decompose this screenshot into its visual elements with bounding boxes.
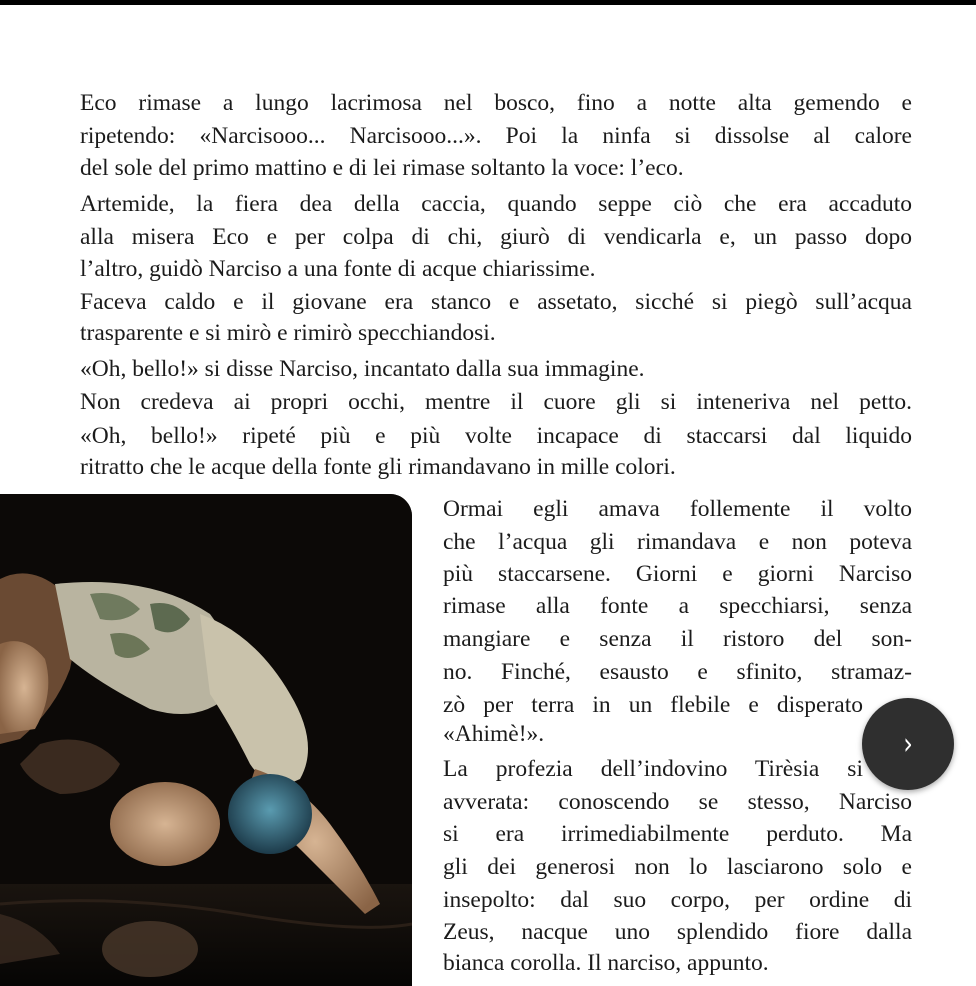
text-line: «Oh, bello!» si disse Narciso, incantato dalla sua immagine. (80, 356, 645, 382)
narcissus-painting (0, 494, 412, 986)
text-line: rimase alla fonte a specchiarsi, senza (443, 593, 912, 619)
text-line: «Ahimè!». (443, 721, 545, 747)
chevron-right-icon: › (903, 726, 913, 762)
text-line: si era irrimediabilmente perduto. Ma (443, 821, 912, 847)
text-line: avverata: conoscendo se stesso, Narciso (443, 789, 912, 815)
next-page-button[interactable] (862, 698, 954, 790)
text-line: mangiare e senza il ristoro del son- (443, 626, 912, 652)
text-line: Non credeva ai propri occhi, mentre il cuore gli si inteneriva nel petto. (80, 389, 912, 415)
text-line: l’altro, guidò Narciso a una fonte di acque chiarissime. (80, 256, 596, 282)
text-line: bianca corolla. Il narciso, appunto. (443, 950, 769, 976)
text-line: che l’acqua gli rimandava e non poteva (443, 529, 912, 555)
text-line: «Oh, bello!» ripeté più e più volte incapace di staccarsi dal liquido (80, 423, 912, 449)
text-line: Zeus, nacque uno splendido fiore dalla (443, 919, 912, 945)
text-line: più staccarsene. Giorni e giorni Narciso (443, 561, 912, 587)
text-line: trasparente e si mirò e rimirò specchiandosi. (80, 320, 496, 346)
text-line: Artemide, la fiera dea della caccia, quando seppe ciò che era accaduto (80, 191, 912, 217)
text-line: Eco rimase a lungo lacrimosa nel bosco, fino a notte alta gemendo e (80, 90, 912, 116)
text-line: Faceva caldo e il giovane era stanco e assetato, sicché si piegò sull’acqua (80, 289, 912, 315)
painting-image (0, 494, 412, 986)
text-line: del sole del primo mattino e di lei rimase soltanto la voce: l’eco. (80, 155, 684, 181)
text-line: insepolto: dal suo corpo, per ordine di (443, 887, 912, 913)
text-line: gli dei generosi non lo lasciarono solo e (443, 854, 912, 880)
text-line: alla misera Eco e per colpa di chi, giurò di vendicarla e, un passo dopo (80, 224, 912, 250)
text-line: zò per terra in un flebile e disperato (443, 692, 863, 718)
text-line: ripetendo: «Narcisooo... Narcisooo...». Poi la ninfa si dissolse al calore (80, 123, 912, 149)
top-bar (0, 0, 976, 5)
text-line: ritratto che le acque della fonte gli rimandavano in mille colori. (80, 454, 676, 480)
text-line: Ormai egli amava follemente il volto (443, 496, 912, 522)
text-line: no. Finché, esausto e sfinito, stramaz- (443, 659, 912, 685)
text-line: La profezia dell’indovino Tirèsia si (443, 756, 863, 782)
